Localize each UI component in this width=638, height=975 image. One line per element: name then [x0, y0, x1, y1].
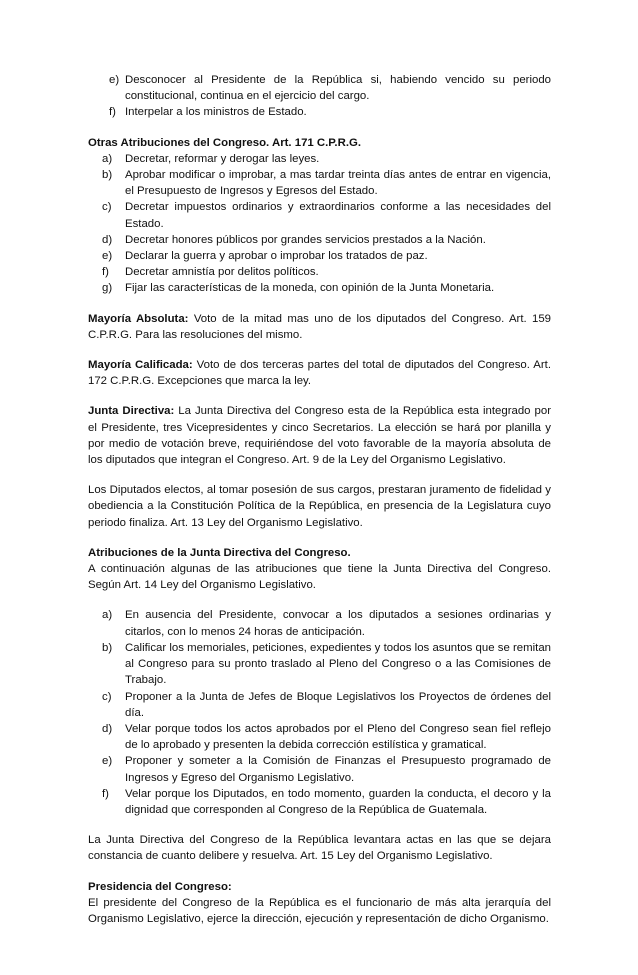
list-item-text: Decretar honores públicos por grandes servicios prestados a la Nación. — [125, 233, 486, 246]
otras-heading: Otras Atribuciones del Congreso. Art. 171 C.P.R.G. — [88, 136, 362, 149]
list-marker: c) — [102, 201, 112, 214]
mayoria-calificada: Mayoría Calificada: Voto de dos terceras partes del total de diputados del Congreso. Art. 172 C.P.R.G. Excepciones que marca la ley. — [88, 359, 551, 388]
list-marker: b) — [102, 169, 113, 182]
list-item — [88, 151, 551, 167]
list-item — [88, 72, 551, 104]
list-marker: e) — [102, 755, 113, 768]
list-item-text: Interpelar a los ministros de Estado. — [125, 106, 307, 119]
diputados-electos: Los Diputados electos, al tomar posesión de sus cargos, prestaran juramento de fidelidad y obediencia a la Constitución Política de la República, en presencia de la Legislatura cuyo periodo finaliza. Art. 13 Ley del Organismo Legislativo. — [88, 484, 551, 529]
presidencia-heading: Presidencia del Congreso: — [88, 880, 232, 893]
list-item — [88, 264, 551, 280]
list-marker: f) — [109, 106, 116, 119]
list-marker: a) — [102, 152, 113, 165]
list-item-text: Declarar la guerra y aprobar o improbar los tratados de paz. — [125, 250, 428, 263]
list-item — [88, 753, 551, 785]
list-marker: f) — [102, 266, 109, 279]
list-marker: f) — [102, 787, 109, 800]
list-item — [88, 199, 551, 231]
list-top — [88, 72, 551, 121]
list-item-text: Velar porque los Diputados, en todo momento, guarden la conducta, el decoro y la dignidad que corresponden al Congreso de la República de Guatemala. — [125, 787, 551, 816]
junta-directiva: Junta Directiva: La Junta Directiva del Congreso esta de la República esta integrado por el Presidente, tres Vicepresidentes y cinco Secretarios. La elección se hará por planilla y por medio de votación breve, requiriéndose del voto favorable de la mayoría absoluta de los diputados que integran el Congreso. Art. 9 de la Ley del Organismo Legislativo. — [88, 405, 551, 467]
otras-list — [88, 151, 551, 297]
list-item — [88, 607, 551, 639]
list-item — [88, 104, 551, 120]
list-item — [88, 248, 551, 264]
list-marker: e) — [109, 74, 120, 86]
actas-paragraph: La Junta Directiva del Congreso de la República levantara actas en las que se dejara constancia de cuanto delibere y resuelva. Art. 15 Ley del Organismo Legislativo. — [88, 834, 551, 863]
list-item-text: Decretar, reformar y derogar las leyes. — [125, 152, 320, 165]
list-marker: d) — [102, 233, 113, 246]
list-marker: e) — [102, 250, 113, 263]
presidencia-text: El presidente del Congreso de la República es el funcionario de más alta jerarquía del Organismo Legislativo, ejerce la dirección, ejecución y representación de dicho Organismo. — [88, 896, 551, 925]
list-item-text: Calificar los memoriales, peticiones, expedientes y todos los asuntos que se remitan al Congreso para su pronto traslado al Pleno del Congreso o a las Comisiones de Trabajo. — [125, 641, 551, 687]
list-marker: c) — [102, 690, 112, 703]
list-item — [88, 280, 551, 296]
list-item — [88, 640, 551, 689]
list-item — [88, 167, 551, 199]
atribuciones-list — [88, 607, 551, 818]
mayoria-absoluta: Mayoría Absoluta: Voto de la mitad mas uno de los diputados del Congreso. Art. 159 C.P.R.G. Para las resoluciones del mismo. — [88, 312, 551, 341]
list-item-text: Desconocer al Presidente de la República si, habiendo vencido su periodo constitucional, continua en el ejercicio del cargo. — [125, 74, 551, 103]
list-item-text: En ausencia del Presidente, convocar a los diputados a sesiones ordinarias y citarlos, con lo menos 24 horas de anticipación. — [125, 609, 551, 638]
list-item-text: Aprobar modificar o improbar, a mas tardar treinta días antes de entrar en vigencia, el Presupuesto de Ingresos y Egresos del Estado. — [125, 169, 551, 198]
list-marker: a) — [102, 609, 113, 622]
atribuciones-heading: Atribuciones de la Junta Directiva del Congreso. — [88, 546, 351, 559]
list-marker: g) — [102, 282, 113, 295]
list-item — [88, 232, 551, 248]
atribuciones-intro: A continuación algunas de las atribuciones que tiene la Junta Directiva del Congreso. Según Art. 14 Ley del Organismo Legislativo. — [88, 563, 551, 592]
list-item-text: Decretar amnistía por delitos políticos. — [125, 266, 319, 279]
list-item — [88, 689, 551, 721]
list-item-text: Proponer y someter a la Comisión de Finanzas el Presupuesto programado de Ingresos y Egreso del Organismo Legislativo. — [125, 755, 551, 784]
list-item-text: Proponer a la Junta de Jefes de Bloque Legislativos los Proyectos de órdenes del día. — [125, 690, 551, 719]
list-item-text: Fijar las características de la moneda, con opinión de la Junta Monetaria. — [125, 282, 495, 295]
list-item-text: Decretar impuestos ordinarios y extraordinarios conforme a las necesidades del Estado. — [125, 201, 551, 230]
list-item-text: Velar porque todos los actos aprobados por el Pleno del Congreso sean fiel reflejo de lo aprobado y presenten la debida corrección estilística y gramatical. — [125, 722, 551, 752]
list-marker: b) — [102, 641, 113, 654]
list-marker: d) — [102, 722, 113, 735]
list-item — [88, 786, 551, 818]
list-item — [88, 721, 551, 753]
